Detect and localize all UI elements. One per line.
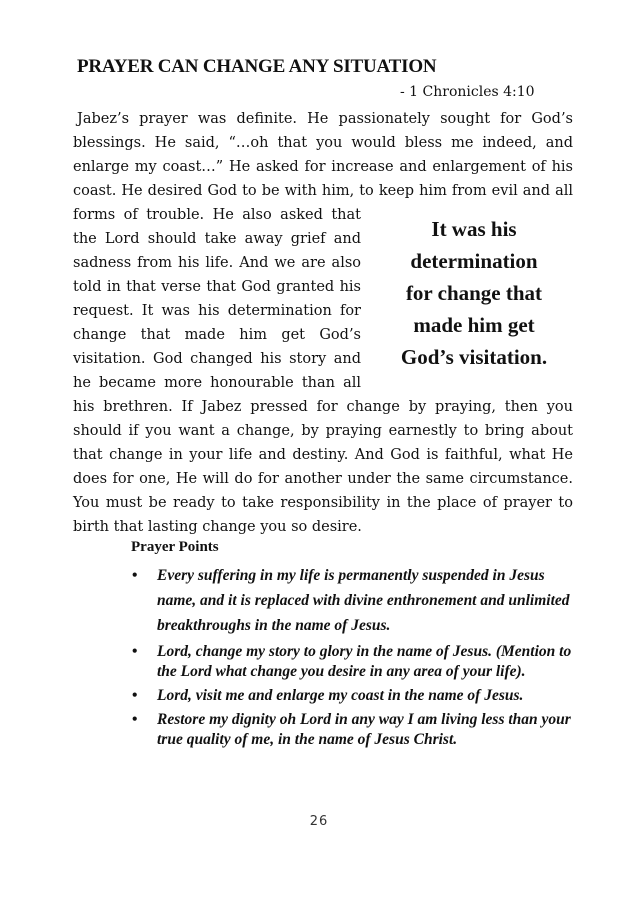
text-line: sadness from his life. And we are also <box>73 255 361 271</box>
prayer-point-text: Lord, visit me and enlarge my coast in the name of Jesus. <box>157 687 524 704</box>
prayer-points-heading: Prayer Points <box>131 539 219 555</box>
paragraph-intro <box>73 107 573 203</box>
text-line: visitation. God changed his story and <box>73 351 361 367</box>
scripture-reference: - 1 Chronicles 4:10 <box>400 84 535 100</box>
list-item <box>130 710 573 750</box>
paragraph-conclusion <box>73 395 573 539</box>
text-line: birth that lasting change you so desire. <box>73 519 362 535</box>
page-title: PRAYER CAN CHANGE ANY SITUATION <box>77 56 437 77</box>
list-item <box>130 563 573 638</box>
pull-quote-line: determination <box>410 249 538 273</box>
prayer-point-text: Lord, change my story to glory in the name of Jesus. (Mention to the Lord what change you desire in any area of your life). <box>157 643 572 680</box>
bullet-icon: • <box>132 687 138 704</box>
text-line: Jabez’s prayer was definite. He passionately sought for God’s <box>77 111 573 127</box>
prayer-point-text: Restore my dignity oh Lord in any way I am living less than your true quality of me, in the name of Jesus Christ. <box>157 711 571 748</box>
page-number: 26 <box>309 814 329 829</box>
text-line: change that made him get God’s <box>73 327 361 343</box>
text-line: request. It was his determination for <box>73 303 361 319</box>
bullet-icon: • <box>132 567 138 584</box>
text-line: forms of trouble. He also asked that <box>73 207 361 223</box>
text-line: does for one, He will do for another under the same circumstance. <box>73 471 573 487</box>
pull-quote-line: made him get <box>413 313 535 337</box>
text-line: his brethren. If Jabez pressed for change by praying, then you <box>73 399 573 415</box>
text-line: enlarge my coast…” He asked for increase and enlargement of his <box>73 159 573 175</box>
text-line: should if you want a change, by praying earnestly to bring about <box>73 423 573 439</box>
list-item <box>130 642 573 682</box>
pull-quote-line: for change that <box>405 281 543 305</box>
paragraph-wrapped-text <box>73 203 361 395</box>
text-line: blessings. He said, “…oh that you would bless me indeed, and <box>73 135 573 151</box>
bullet-icon: • <box>132 643 138 660</box>
pull-quote <box>376 213 572 373</box>
text-line: You must be ready to take responsibility in the place of prayer to <box>73 495 573 511</box>
text-line: he became more honourable than all <box>73 375 361 391</box>
text-line: told in that verse that God granted his <box>73 279 361 295</box>
prayer-point-text: Every suffering in my life is permanently suspended in Jesus name, and it is replaced with divine enthronement and unlimited breakthroughs in the name of Jesus. <box>157 567 570 634</box>
pull-quote-line: It was his <box>431 217 517 241</box>
text-line: the Lord should take away grief and <box>73 231 361 247</box>
prayer-points-list <box>130 563 573 750</box>
text-line: coast. He desired God to be with him, to keep him from evil and all <box>73 183 573 199</box>
text-line: that change in your life and destiny. And God is faithful, what He <box>73 447 573 463</box>
list-item <box>130 686 573 706</box>
bullet-icon: • <box>132 711 138 728</box>
pull-quote-line: God’s visitation. <box>400 345 548 369</box>
